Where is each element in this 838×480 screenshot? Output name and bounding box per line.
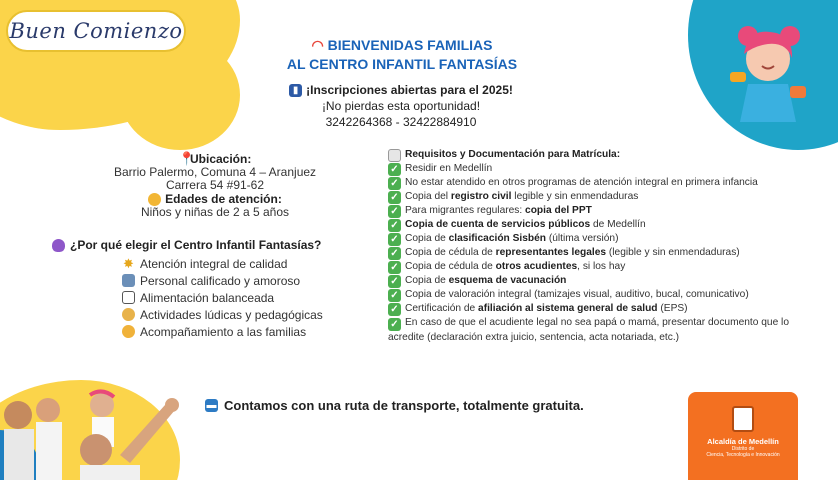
teacher-icon	[122, 274, 135, 287]
rainbow-icon: ◠	[311, 37, 324, 53]
check-icon: ✓	[388, 247, 401, 260]
tray-icon	[122, 291, 135, 304]
list-item: ✓ Copia de cédula de representantes legales (legible y sin enmendaduras)	[388, 246, 798, 260]
list-item: ✓ Copia de cédula de otros acudientes, si los hay	[388, 260, 798, 274]
palette-icon	[122, 308, 135, 321]
girl-illustration	[708, 14, 818, 124]
list-item: ✓ En caso de que el acudiente legal no sea papá o mamá, presentar documento que lo acredite (declaración extra juicio, sentencia, acta notariada, etc.)	[388, 317, 789, 343]
buen-comienzo-logo: Buen Comienzo	[6, 10, 186, 52]
welcome-line-1: ◠ BIENVENIDAS FAMILIAS	[311, 37, 493, 53]
list-item: Acompañamiento a las familias	[122, 323, 352, 340]
decorative-yellow-blob	[120, 40, 240, 150]
badge-sub-2: Ciencia, Tecnología e Innovación	[706, 452, 780, 458]
check-icon: ✓	[388, 219, 401, 232]
badge-title: Alcaldía de Medellín	[707, 437, 779, 446]
phone-icon: ▮	[289, 84, 302, 97]
ages-text: Niños y niñas de 2 a 5 años	[140, 205, 290, 219]
list-item: ✓ Residir en Medellín	[388, 162, 798, 176]
check-icon: ✓	[388, 233, 401, 246]
list-item: ✓ Certificación de afiliación al sistema general de salud (EPS)	[388, 302, 798, 316]
check-icon: ✓	[388, 261, 401, 274]
welcome-header	[262, 36, 542, 74]
why-choose-list	[52, 255, 352, 340]
list-item: ✓ No estar atendido en otros programas de atención integral en primera infancia	[388, 176, 798, 190]
promo-block	[276, 82, 526, 130]
check-icon: ✓	[388, 163, 401, 176]
list-item: ✓ Copia del registro civil legible y sin enmendaduras	[388, 190, 798, 204]
inscriptions-line	[276, 82, 526, 98]
location-block	[80, 152, 350, 192]
check-icon: ✓	[388, 275, 401, 288]
list-item: ✓ Para migrantes regulares: copia del PPT	[388, 204, 798, 218]
seal-icon	[732, 406, 754, 432]
list-item: Alimentación balanceada	[122, 289, 352, 306]
ages-block	[80, 193, 350, 219]
transport-notice: ▬ Contamos con una ruta de transporte, totalmente gratuita.	[206, 398, 584, 413]
list-item: ✓ Copia de clasificación Sisbén (última versión)	[388, 232, 798, 246]
requirements-block	[388, 148, 798, 345]
list-item: Personal calificado y amoroso	[122, 272, 352, 289]
phone-numbers: 3242264368 - 32422884910	[325, 115, 477, 129]
check-icon: ✓	[388, 303, 401, 316]
check-icon: ✓	[388, 205, 401, 218]
inscriptions-text: ¡Inscripciones abiertas para el 2025!	[306, 83, 513, 97]
why-choose-block	[52, 238, 352, 340]
location-line-2: Carrera 54 #91-62	[165, 178, 265, 192]
welcome-line-2: AL CENTRO INFANTIL FANTASÍAS	[286, 56, 518, 72]
children-photo	[0, 365, 200, 480]
star-icon: ✸	[123, 256, 134, 271]
location-title: 📍 Ubicación:	[178, 151, 252, 166]
pin-icon: 📍	[178, 151, 195, 166]
tagline-text: ¡No pierdas esta oportunidad!	[321, 99, 481, 113]
requirements-list	[388, 162, 798, 345]
list-item: ✸ Atención integral de calidad	[123, 256, 288, 271]
why-choose-title: ¿Por qué elegir el Centro Infantil Fantasías?	[52, 238, 352, 252]
check-icon: ✓	[388, 191, 401, 204]
hands-icon	[122, 325, 135, 338]
location-line-1: Barrio Palermo, Comuna 4 – Aranjuez	[113, 165, 317, 179]
list-item: ✓ Copia de valoración integral (tamizajes visual, auditivo, bucal, comunicativo)	[388, 288, 798, 302]
bus-icon: ▬	[206, 400, 217, 411]
list-item: ✓ Copia de esquema de vacunación	[388, 274, 798, 288]
list-item: Actividades lúdicas y pedagógicas	[122, 306, 352, 323]
purple-heart-icon	[52, 239, 65, 252]
check-icon: ✓	[388, 318, 401, 331]
alcaldia-badge	[688, 392, 798, 480]
requirements-title: Requisitos y Documentación para Matrícula:	[388, 148, 798, 162]
document-icon	[388, 149, 401, 162]
check-icon: ✓	[388, 289, 401, 302]
list-item: ✓ Copia de cuenta de servicios públicos de Medellín	[388, 218, 798, 232]
ages-title: Edades de atención:	[80, 193, 350, 206]
check-icon: ✓	[388, 177, 401, 190]
badge-sub-1: Distrito de	[731, 446, 755, 452]
